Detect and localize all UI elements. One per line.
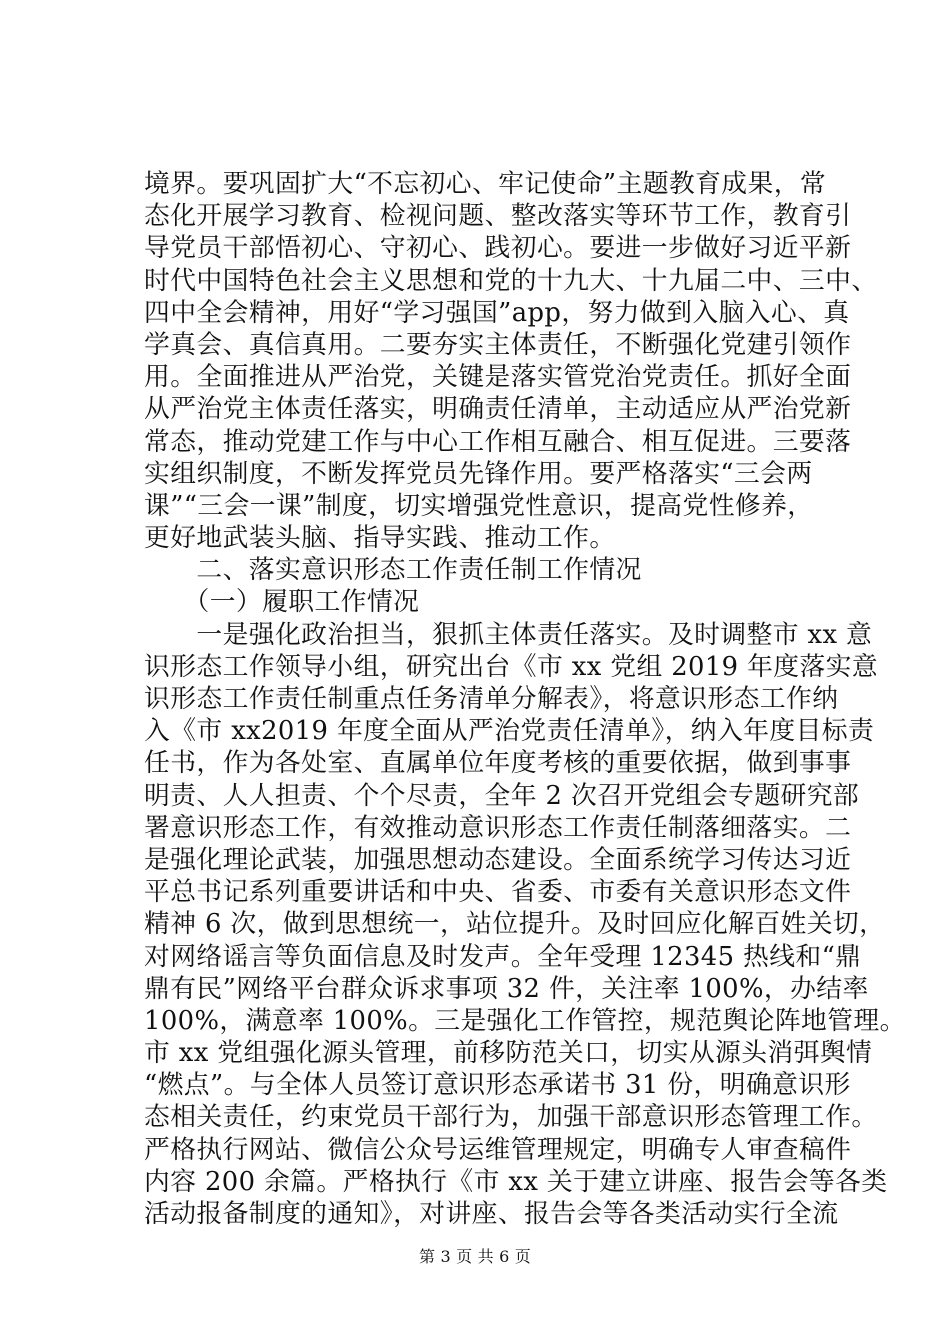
text-line: 态相关责任，约束党员干部行为，加强干部意识形态管理工作。 [144, 1102, 878, 1133]
text-line: 署意识形态工作，有效推动意识形态工作责任制落细落实。二 [144, 812, 852, 843]
text-line: 四中全会精神，用好“学习强国”app，努力做到入脑入心、真 [144, 297, 850, 328]
text-line: 活动报备制度的通知》，对讲座、报告会等各类活动实行全流 [144, 1199, 839, 1229]
text-line: 严格执行网站、微信公众号运维管理规定，明确专人审查稿件 [144, 1134, 852, 1165]
text-line: 识形态工作领导小组，研究出台《市 xx 党组 2019 年度落实意 [144, 651, 879, 682]
text-line: 内容 200 余篇。严格执行《市 xx 关于建立讲座、报告会等各类 [144, 1166, 888, 1197]
text-line: 任书，作为各处室、直属单位年度考核的重要依据，做到事事 [144, 748, 852, 779]
text-line: 是强化理论武装，加强思想动态建设。全面系统学习传达习近 [144, 844, 852, 875]
text-line: 常态，推动党建工作与中心工作相互融合、相互促进。三要落 [144, 426, 852, 457]
section-heading: 二、落实意识形态工作责任制工作情况 [144, 555, 642, 586]
text-line: 100%，满意率 100%。三是强化工作管控，规范舆论阵地管理。 [144, 1005, 906, 1036]
text-line: 用。全面推进从严治党，关键是落实管党治党责任。抓好全面 [144, 362, 852, 393]
text-line: 时代中国特色社会主义思想和党的十九大、十九届二中、三中、 [144, 265, 878, 296]
text-line: 从严治党主体责任落实，明确责任清单，主动适应从严治党新 [144, 394, 852, 425]
text-line: 识形态工作责任制重点任务清单分解表》，将意识形态工作纳 [144, 684, 839, 714]
text-line: 对网络谣言等负面信息及时发声。全年受理 12345 热线和“鼎 [144, 941, 862, 972]
text-line: 导党员干部悟初心、守初心、践初心。要进一步做好习近平新 [144, 233, 852, 264]
text-line: 市 xx 党组强化源头管理，前移防范关口，切实从源头消弭舆情 [144, 1038, 873, 1069]
body-text [144, 168, 906, 1230]
text-line: 入《市 xx2019 年度全面从严治党责任清单》，纳入年度目标责 [144, 716, 875, 747]
text-line: 态化开展学习教育、检视问题、整改落实等环节工作，教育引 [144, 201, 852, 232]
text-line: 精神 6 次，做到思想统一，站位提升。及时回应化解百姓关切， [144, 909, 886, 940]
text-line: 明责、人人担责、个个尽责，全年 2 次召开党组会专题研究部 [144, 780, 860, 811]
text-line: 课”“三会一课”制度，切实增强党性意识，提高党性修养， [144, 490, 814, 521]
text-line: 学真会、真信真用。二要夯实主体责任，不断强化党建引领作 [144, 329, 852, 360]
text-line: “燃点”。与全体人员签订意识形态承诺书 31 份，明确意识形 [144, 1070, 851, 1101]
text-line: 更好地武装头脑、指导实践、推动工作。 [144, 523, 616, 554]
page-footer: 第 3 页 共 6 页 [419, 1247, 531, 1266]
text-line: 一是强化政治担当，狠抓主体责任落实。及时调整市 xx 意 [144, 619, 873, 650]
text-line: 实组织制度，不断发挥党员先锋作用。要严格落实“三会两 [144, 458, 813, 489]
text-line: 鼎有民”网络平台群众诉求事项 32 件，关注率 100%，办结率 [144, 973, 869, 1004]
text-line: 平总书记系列重要讲话和中央、省委、市委有关意识形态文件 [144, 877, 852, 908]
subsection-heading: （一）履职工作情况 [144, 587, 420, 618]
text-line: 境界。要巩固扩大“不忘初心、牢记使命”主题教育成果，常 [144, 169, 827, 199]
